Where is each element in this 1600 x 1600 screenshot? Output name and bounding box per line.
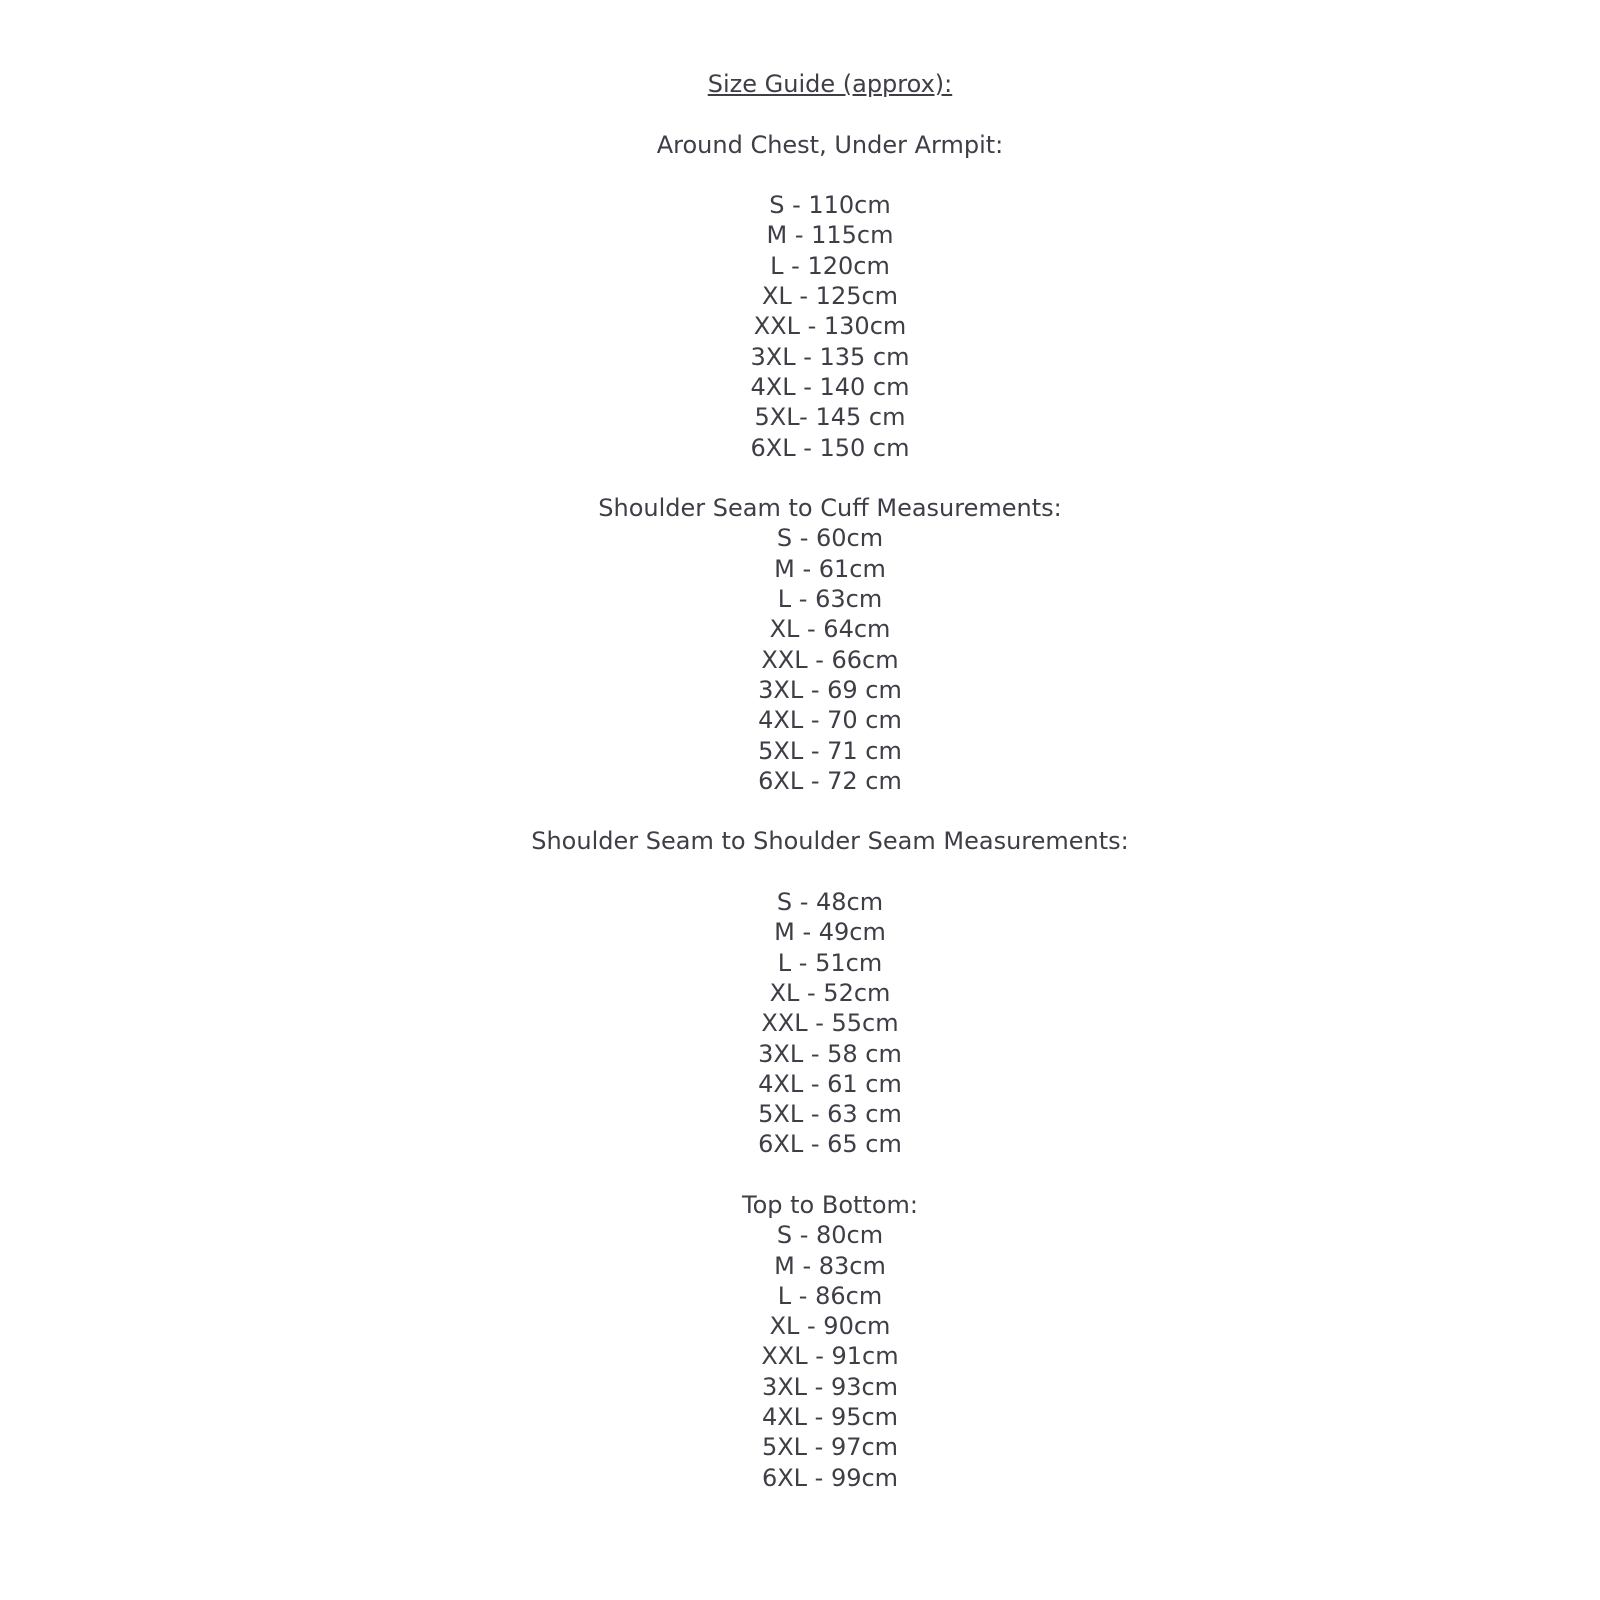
size-row: L - 51cm: [777, 948, 883, 977]
size-row: 4XL - 61 cm: [758, 1069, 902, 1098]
section-heading: Shoulder Seam to Shoulder Seam Measurements:: [531, 827, 1129, 856]
size-row: 3XL - 93cm: [761, 1372, 899, 1401]
size-guide-sections: [30, 130, 1600, 1493]
size-row: M - 61cm: [774, 554, 886, 583]
size-row: M - 49cm: [774, 918, 886, 947]
size-row: 6XL - 65 cm: [758, 1130, 902, 1159]
size-list: [30, 190, 1600, 463]
size-row: XXL - 130cm: [753, 312, 907, 341]
size-row: XL - 64cm: [769, 615, 891, 644]
size-row: 5XL - 63 cm: [758, 1100, 902, 1129]
size-row: XXL - 66cm: [761, 645, 899, 674]
size-row: 3XL - 69 cm: [758, 675, 902, 704]
size-row: XL - 52cm: [769, 978, 891, 1007]
size-row: S - 60cm: [776, 524, 884, 553]
size-row: S - 80cm: [776, 1221, 884, 1250]
size-row: 4XL - 140 cm: [750, 372, 910, 401]
size-list: [30, 887, 1600, 1160]
size-guide-section: [30, 493, 1600, 796]
size-row: 3XL - 58 cm: [758, 1039, 902, 1068]
size-guide: [30, 0, 1600, 1493]
size-guide-section: [30, 130, 1600, 463]
size-row: XL - 125cm: [761, 282, 899, 311]
size-row: XL - 90cm: [769, 1312, 891, 1341]
section-heading: Top to Bottom:: [742, 1190, 918, 1219]
size-list: [30, 1220, 1600, 1493]
size-row: L - 63cm: [777, 585, 883, 614]
size-row: 5XL- 145 cm: [754, 403, 906, 432]
section-heading: Shoulder Seam to Cuff Measurements:: [598, 494, 1062, 523]
size-row: 6XL - 72 cm: [758, 766, 902, 795]
size-row: S - 110cm: [769, 191, 891, 220]
size-row: L - 120cm: [770, 251, 890, 280]
size-row: L - 86cm: [777, 1281, 883, 1310]
size-list: [30, 523, 1600, 796]
section-heading: Around Chest, Under Armpit:: [656, 130, 1004, 159]
size-row: 5XL - 71 cm: [758, 736, 902, 765]
size-guide-section: [30, 826, 1600, 1159]
size-row: 5XL - 97cm: [761, 1433, 899, 1462]
size-row: 6XL - 150 cm: [750, 433, 910, 462]
size-row: M - 115cm: [766, 221, 894, 250]
size-row: 3XL - 135 cm: [750, 342, 910, 371]
size-row: XXL - 55cm: [761, 1009, 899, 1038]
size-row: XXL - 91cm: [761, 1342, 899, 1371]
size-row: 6XL - 99cm: [761, 1463, 899, 1492]
size-row: 4XL - 95cm: [761, 1403, 899, 1432]
size-row: M - 83cm: [774, 1251, 886, 1280]
page-title: Size Guide (approx):: [707, 70, 953, 98]
size-row: 4XL - 70 cm: [758, 706, 902, 735]
size-guide-section: [30, 1190, 1600, 1493]
size-row: S - 48cm: [776, 888, 884, 917]
